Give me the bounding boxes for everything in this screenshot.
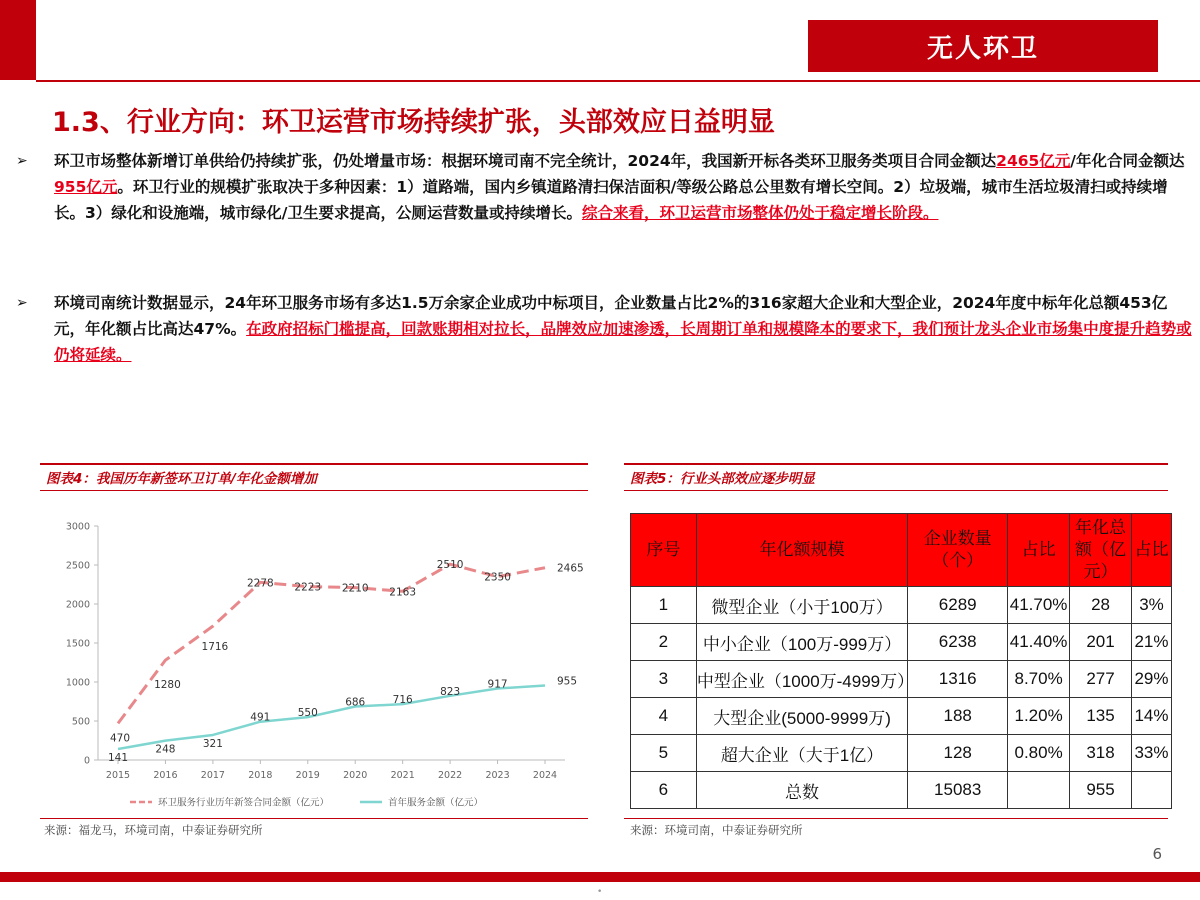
table-cell-total-share: 21% <box>1131 624 1171 661</box>
table-row <box>631 587 1172 624</box>
x-tick-label: 2020 <box>343 770 368 781</box>
footer-dot: • <box>597 887 603 897</box>
bullet-2-conclusion: 在政府招标门槛提高，回款账期相对拉长，品牌效应加速渗透，长周期订单和规模降本的要求下，我们预计龙头企业市场集中度提升趋势或仍将延续。 <box>54 320 1192 364</box>
header-cell-index: 序号 <box>631 514 697 587</box>
data-label: 1280 <box>154 679 181 692</box>
table-cell-count-share: 41.40% <box>1008 624 1070 661</box>
data-label: 1716 <box>201 641 229 654</box>
table-row <box>631 735 1172 772</box>
figure-4-top-rule <box>40 463 588 465</box>
bullet-arrow-icon: ➢ <box>16 153 28 169</box>
bullet-1-part-3: 。环卫行业的规模扩张取决于多种因素：1）道路端，国内乡镇道路清扫保洁面积/等级公路总公里数有增长空间。2）垃圾端，城市生活垃圾清扫或持续增长。3）绿化和设施端，城市绿化/卫生要求提高，公厕运营数量或持续增长。 <box>54 178 1168 222</box>
table-cell-total: 135 <box>1070 698 1132 735</box>
data-label: 917 <box>487 678 508 691</box>
table-cell-count-share: 1.20% <box>1008 698 1070 735</box>
data-label: 550 <box>297 707 318 720</box>
x-tick-label: 2022 <box>438 770 463 781</box>
table-cell-count-share: 0.80% <box>1008 735 1070 772</box>
data-label: 141 <box>107 752 129 765</box>
x-tick-label: 2016 <box>153 770 178 781</box>
data-label: 2350 <box>484 571 511 584</box>
y-tick-label: 2000 <box>65 599 90 611</box>
table-row <box>631 772 1172 809</box>
highlight-annual-amount: 955亿元 <box>54 178 118 196</box>
bullet-1-text <box>54 148 1192 226</box>
table-cell-index: 2 <box>631 624 697 661</box>
data-label: 955 <box>557 675 578 688</box>
data-label: 686 <box>345 696 366 709</box>
y-tick-label: 3000 <box>65 521 90 533</box>
data-label: 470 <box>109 732 131 745</box>
bullet-1-part-2: /年化合同金额达 <box>1070 152 1185 170</box>
y-tick-label: 1500 <box>65 638 90 650</box>
bullet-arrow-icon: ➢ <box>16 295 28 311</box>
header-cell-scale: 年化额规模 <box>696 514 907 587</box>
x-tick-label: 2024 <box>532 770 558 781</box>
table-cell-index: 5 <box>631 735 697 772</box>
table-cell-count: 6238 <box>908 624 1008 661</box>
table-cell-index: 4 <box>631 698 697 735</box>
series-line-2 <box>118 686 545 749</box>
series-line-1 <box>118 564 545 723</box>
x-tick-label: 2015 <box>105 770 131 781</box>
header-cell-count: 企业数量（个） <box>908 514 1008 587</box>
x-tick-label: 2021 <box>390 770 415 781</box>
page-number: 6 <box>1152 845 1162 863</box>
table-cell-count: 128 <box>908 735 1008 772</box>
bullet-1-part-1: 环卫市场整体新增订单供给仍持续扩张，仍处增量市场：根据环境司南不完全统计，2024年，我国新开标各类环卫服务类项目合同金额达 <box>54 152 997 170</box>
table-cell-total-share: 14% <box>1131 698 1171 735</box>
table-cell-total: 955 <box>1070 772 1132 809</box>
figure-5-title-rule <box>624 490 1168 491</box>
table-cell-count-share: 41.70% <box>1008 587 1070 624</box>
header-cell-count-share: 占比 <box>1008 514 1070 587</box>
bullet-2-text <box>54 290 1192 368</box>
data-label: 2465 <box>557 562 584 575</box>
table-cell-count: 188 <box>908 698 1008 735</box>
y-tick-label: 1000 <box>65 677 90 689</box>
table-cell-scale: 大型企业(5000-9999万) <box>696 698 907 735</box>
table-cell-total-share: 29% <box>1131 661 1171 698</box>
table-cell-scale: 中型企业（1000万-4999万） <box>696 661 907 698</box>
table-cell-index: 1 <box>631 587 697 624</box>
x-tick-label: 2017 <box>200 770 225 781</box>
legend-label-2: 首年服务金额（亿元） <box>388 797 484 809</box>
y-tick-label: 500 <box>71 716 90 728</box>
table-cell-index: 6 <box>631 772 697 809</box>
table-cell-total: 28 <box>1070 587 1132 624</box>
x-tick-label: 2018 <box>248 770 273 781</box>
figure-4-line-chart <box>40 510 585 815</box>
x-tick-label: 2019 <box>295 770 320 781</box>
table-cell-count: 6289 <box>908 587 1008 624</box>
data-label: 2223 <box>294 581 322 594</box>
table-row <box>631 698 1172 735</box>
table-row <box>631 661 1172 698</box>
table-cell-count: 15083 <box>908 772 1008 809</box>
figure-5-table <box>630 513 1172 809</box>
table-cell-total: 318 <box>1070 735 1132 772</box>
figure-4-title: 图表4：我国历年新签环卫订单/年化金额增加 <box>46 471 317 487</box>
bullet-1-conclusion: 综合来看，环卫运营市场整体仍处于稳定增长阶段。 <box>581 204 939 222</box>
legend-label-1: 环卫服务行业历年新签合同金额（亿元） <box>158 797 330 809</box>
highlight-contract-amount: 2465亿元 <box>996 152 1071 170</box>
header-cell-total: 年化总额（亿元） <box>1070 514 1132 587</box>
figure-5-bottom-rule <box>624 818 1168 819</box>
figure-5-source: 来源：环境司南，中泰证券研究所 <box>630 823 803 837</box>
data-label: 823 <box>440 685 461 698</box>
data-label: 2278 <box>246 577 274 590</box>
figure-4-title-rule <box>40 490 588 491</box>
figure-5-title: 图表5：行业头部效应逐步明显 <box>630 471 815 487</box>
y-tick-label: 2500 <box>65 560 90 572</box>
data-label: 2210 <box>341 582 369 595</box>
figure-4-bottom-rule <box>40 818 588 819</box>
header-cell-total-share: 占比 <box>1131 514 1171 587</box>
table-cell-total: 201 <box>1070 624 1132 661</box>
x-tick-label: 2023 <box>485 770 510 781</box>
figure-4-source: 来源：福龙马，环境司南，中泰证券研究所 <box>44 823 263 837</box>
table-cell-count-share: 8.70% <box>1008 661 1070 698</box>
data-label: 2163 <box>389 586 417 599</box>
bullet-2-part-1: 环境司南统计数据显示，24年环卫服务市场有多达1.5万余家企业成功中标项目，企业数量占比2%的316家超大企业和大型企业，2024年度中标年化总额453亿元，年化额占比高达47%。 <box>54 294 1168 338</box>
table-cell-count: 1316 <box>908 661 1008 698</box>
table-cell-count-share <box>1008 772 1070 809</box>
table-cell-index: 3 <box>631 661 697 698</box>
table-cell-scale: 中小企业（100万-999万） <box>696 624 907 661</box>
table-header-row <box>631 514 1172 587</box>
data-label: 716 <box>392 694 413 707</box>
table-cell-scale: 总数 <box>696 772 907 809</box>
table-cell-total: 277 <box>1070 661 1132 698</box>
table-row <box>631 624 1172 661</box>
table-cell-total-share: 3% <box>1131 587 1171 624</box>
data-label: 321 <box>202 737 223 750</box>
y-tick-label: 0 <box>83 755 90 767</box>
data-label: 491 <box>250 711 271 724</box>
figure-5-top-rule <box>624 463 1168 465</box>
slide-title: 1.3、行业方向：环卫运营市场持续扩张，头部效应日益明显 <box>52 107 775 138</box>
data-label: 248 <box>155 743 176 756</box>
corner-accent <box>0 0 36 80</box>
data-label: 2510 <box>436 559 464 572</box>
table-cell-total-share <box>1131 772 1171 809</box>
table-cell-total-share: 33% <box>1131 735 1171 772</box>
header-divider <box>36 80 1200 82</box>
table-cell-scale: 超大企业（大于1亿） <box>696 735 907 772</box>
table-cell-scale: 微型企业（小于100万） <box>696 587 907 624</box>
footer-bar <box>0 872 1200 882</box>
topic-banner: 无人环卫 <box>808 20 1158 72</box>
